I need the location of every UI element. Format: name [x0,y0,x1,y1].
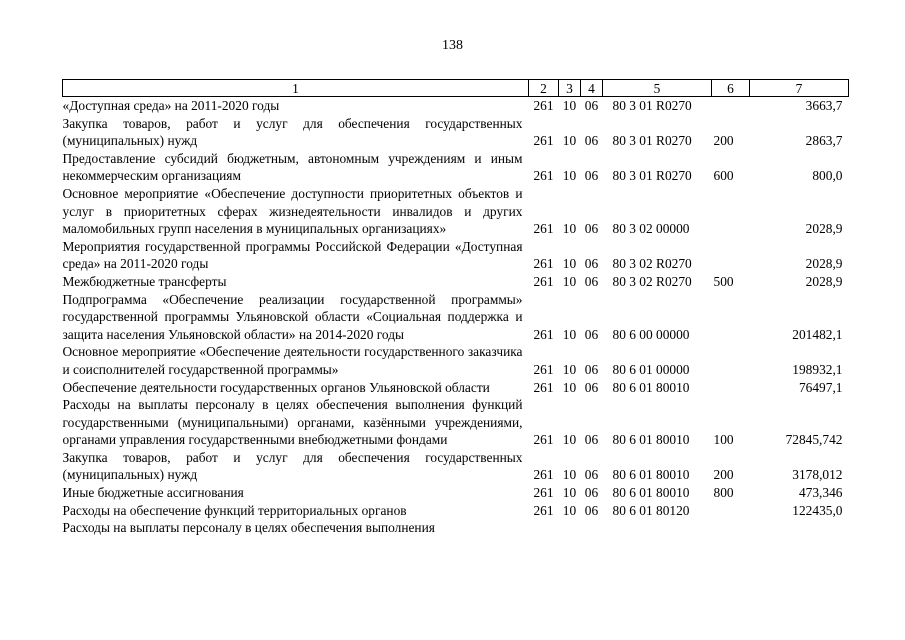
row-cell-2: 261 [533,361,554,377]
row-description: Иные бюджетные ассигнования [62,485,244,501]
row-cell-7: 72845,742 [785,432,843,448]
row-cell-6 [712,379,750,397]
row-cell-7: 2028,9 [805,273,843,289]
row-cell-2: 261 [533,133,554,149]
row-cell-5: 80 6 01 80010 [612,467,690,483]
row-cell-4: 06 [584,221,599,237]
row-cell-4: 06 [584,133,599,149]
row-cell-2: 261 [533,379,554,395]
row-cell-3: 10 [562,221,577,237]
row-cell-2: 261 [533,467,554,483]
row-cell-3: 10 [562,432,577,448]
row-description: Предоставление субсидий бюджетным, автономным учреждениям и иным некоммерческим организациям [62,150,523,184]
table-row [63,519,849,537]
row-cell-4 [581,519,603,537]
row-cell-4: 06 [584,168,599,184]
row-description: Межбюджетные трансферты [62,273,227,289]
row-cell-7: 76497,1 [798,379,843,395]
row-cell-4: 06 [584,98,599,113]
row-description: Мероприятия государственной программы Российской Федерации «Доступная среда» на 2011-2020 годы [62,238,523,272]
row-cell-5: 80 6 01 80120 [612,502,690,518]
row-cell-5: 80 3 02 00000 [612,221,690,237]
row-cell-6: 100 [713,432,734,448]
row-cell-2: 261 [533,256,554,272]
row-cell-6: 600 [713,168,734,184]
row-cell-6 [712,519,750,537]
row-cell-4: 06 [584,361,599,377]
row-cell-5: 80 6 00 00000 [612,326,690,342]
row-cell-7: 800,0 [812,168,843,184]
table-row [63,273,849,291]
row-description: Основное мероприятие «Обеспечение деятельности государственного заказчика и соисполнителей государственной программы» [62,344,523,377]
row-cell-5: 80 3 02 R0270 [612,256,692,272]
row-cell-6 [712,291,750,344]
table-row [63,379,849,397]
row-cell-3 [559,519,581,537]
header-row [63,80,849,97]
row-cell-6: 500 [713,273,734,289]
row-cell-3: 10 [562,379,577,395]
row-cell-7: 122435,0 [792,502,843,518]
row-cell-5: 80 6 01 80010 [612,432,690,448]
row-cell-3: 10 [562,98,577,113]
row-cell-4: 06 [584,467,599,483]
row-cell-7: 2863,7 [805,133,843,149]
row-cell-5 [603,519,712,537]
row-description: Расходы на выплаты персоналу в целях обеспечения выполнения [62,520,435,536]
row-cell-2: 261 [533,273,554,289]
row-cell-4: 06 [584,326,599,342]
row-cell-3: 10 [562,502,577,518]
row-description: Закупка товаров, работ и услуг для обеспечения государственных (муниципальных) нужд [62,449,523,483]
row-cell-3: 10 [562,467,577,483]
row-cell-6 [712,502,750,520]
row-cell-7: 473,346 [798,485,843,501]
table-row [63,484,849,502]
row-description: «Доступная среда» на 2011-2020 годы [62,98,280,113]
budget-table [62,79,849,537]
row-cell-2 [529,519,559,537]
row-cell-2: 261 [533,485,554,501]
row-cell-2: 261 [533,221,554,237]
row-cell-6 [712,238,750,273]
row-cell-2: 261 [533,98,554,113]
header-col-5: 5 [603,80,712,97]
row-cell-4: 06 [584,273,599,289]
table-row [63,291,849,344]
row-cell-4: 06 [584,485,599,501]
table-row [63,449,849,484]
row-cell-6: 800 [713,485,734,501]
row-cell-7 [750,519,849,537]
row-cell-5: 80 3 01 R0270 [612,133,692,149]
row-cell-4: 06 [584,256,599,272]
row-cell-3: 10 [562,168,577,184]
row-description: Расходы на выплаты персоналу в целях обеспечения выполнения функций государственными (муниципальными) органами, казёнными учреждениями, органами управления государственными внебюджетными фондами [62,397,523,448]
row-description: Закупка товаров, работ и услуг для обеспечения государственных (муниципальных) нужд [62,115,523,149]
row-description: Подпрограмма «Обеспечение реализации государственной программы» государственной программы Ульяновской области «Социальная поддержка и защита населения Ульяновской области» на 2014-2020 годы [62,291,523,342]
table-row [63,238,849,273]
row-description: Обеспечение деятельности государственных органов Ульяновской области [62,379,490,395]
row-cell-6 [712,97,750,115]
table-row [63,97,849,115]
row-cell-5: 80 3 01 R0270 [612,98,692,113]
table-row [63,396,849,449]
row-cell-5: 80 3 01 R0270 [612,168,692,184]
header-col-7: 7 [750,80,849,97]
row-cell-5: 80 3 02 R0270 [612,273,692,289]
table-row [63,150,849,185]
header-col-3: 3 [559,80,581,97]
row-cell-3: 10 [562,361,577,377]
row-cell-6: 200 [713,467,734,483]
row-cell-3: 10 [562,133,577,149]
table-row [63,185,849,238]
row-cell-2: 261 [533,432,554,448]
table-row [63,343,849,378]
row-cell-7: 3178,012 [792,467,843,483]
row-cell-2: 261 [533,326,554,342]
header-col-2: 2 [529,80,559,97]
row-cell-5: 80 6 01 00000 [612,361,690,377]
row-description: Основное мероприятие «Обеспечение доступности приоритетных объектов и услуг в приоритетных сферах жизнедеятельности инвалидов и других маломобильных групп населения в муниципальных организациях» [62,185,523,237]
row-cell-3: 10 [562,485,577,501]
header-col-1: 1 [63,80,529,97]
table-row [63,502,849,520]
row-cell-5: 80 6 01 80010 [612,485,690,501]
row-cell-7: 2028,9 [805,221,843,237]
row-cell-2: 261 [533,168,554,184]
row-cell-3: 10 [562,256,577,272]
row-cell-4: 06 [584,502,599,518]
row-cell-7: 198932,1 [792,361,843,377]
row-description: Расходы на обеспечение функций территориальных органов [62,502,407,518]
header-col-4: 4 [581,80,603,97]
row-cell-6 [712,185,750,238]
header-col-6: 6 [712,80,750,97]
row-cell-6 [712,343,750,378]
row-cell-3: 10 [562,326,577,342]
row-cell-2: 261 [533,502,554,518]
table-row [63,115,849,150]
row-cell-6: 200 [713,133,734,149]
row-cell-7: 2028,9 [805,256,843,272]
row-cell-3: 10 [562,273,577,289]
row-cell-4: 06 [584,379,599,395]
row-cell-7: 3663,7 [805,98,843,113]
page-number: 138 [442,38,463,53]
row-cell-5: 80 6 01 80010 [612,379,690,395]
row-cell-7: 201482,1 [792,326,843,342]
row-cell-4: 06 [584,432,599,448]
